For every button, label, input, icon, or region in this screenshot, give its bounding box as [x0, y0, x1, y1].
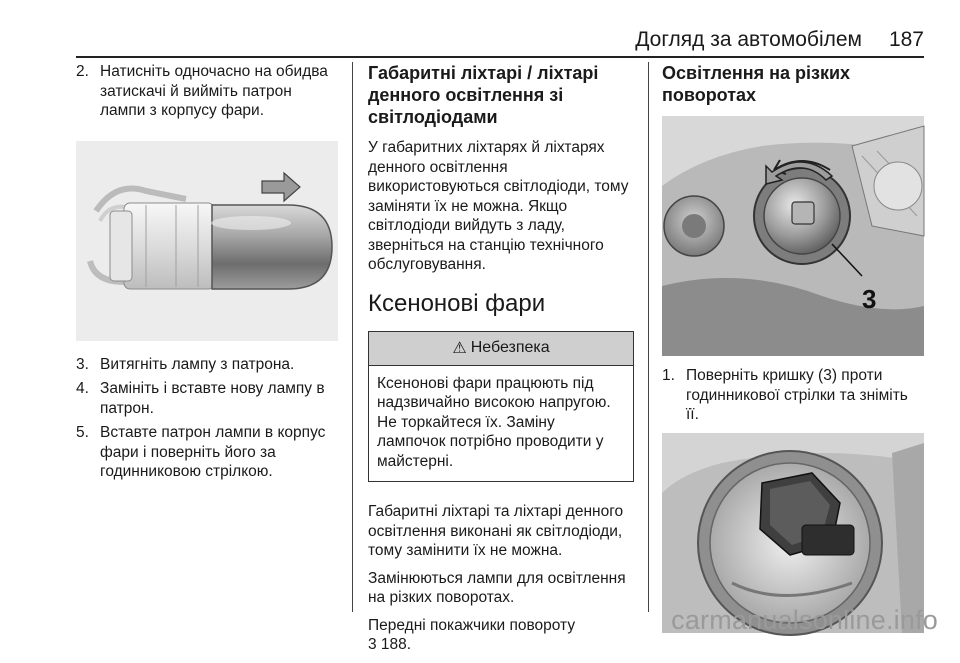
step-number: 3.: [76, 355, 89, 373]
section-title: Ксенонові фари: [368, 289, 546, 317]
warning-title: Небезпека: [470, 339, 550, 356]
column-1: [76, 62, 338, 487]
bulb-holder-illustration: [662, 433, 924, 633]
section-heading: Габаритні ліхтарі / ліхтарі денного освітлення зі світлодіодами: [368, 63, 599, 127]
step-item: [76, 379, 338, 418]
step-text: Замініть і вставте нову лампу в патрон.: [100, 380, 325, 417]
section-title: Догляд за автомобілем: [635, 28, 862, 51]
warning-box: [368, 331, 634, 483]
holder-illustration-svg: [662, 433, 924, 633]
watermark-text: carmanualsonline.info: [671, 605, 938, 635]
column-2: [368, 62, 634, 663]
cover-illustration-svg: [662, 116, 924, 356]
step-item: [76, 62, 338, 121]
headlamp-cover-illustration: [662, 116, 924, 356]
callout-label: 3: [862, 284, 877, 314]
paragraph: Габаритні ліхтарі та ліхтарі денного освітлення виконані як світлодіоди, тому замінити їх не можна.: [368, 503, 624, 559]
page-number: 187: [888, 28, 924, 51]
step-text: Натисніть одночасно на обидва затискачі й вийміть патрон лампи з корпусу фари.: [100, 63, 328, 119]
cross-reference-text: Передні покажчики повороту: [368, 616, 576, 634]
page-header: [76, 28, 924, 54]
step-number: 4.: [76, 380, 89, 397]
step-text: Поверніть кришку (3) проти годинникової стрілки та зніміть її.: [686, 367, 908, 423]
column-3: [662, 62, 924, 633]
bulb-socket-illustration: [76, 141, 338, 341]
column-divider: [352, 62, 353, 612]
page-reference-link[interactable]: 3 188.: [368, 636, 412, 653]
step-number: 2.: [76, 63, 89, 80]
step-number: 1.: [662, 367, 675, 384]
step-number: 5.: [76, 424, 89, 441]
warning-icon: ⚠: [452, 340, 467, 357]
paragraph: [368, 616, 634, 655]
paragraph: У габаритних ліхтарях й ліхтарях денного освітлення використовуються світлодіоди, тому заміняти їх не можна. Якщо світлодіоди вийдуть з ладу, зверніться на станцію технічного обслуговування.: [368, 139, 629, 273]
step-text: Витягніть лампу з патрона.: [100, 355, 295, 373]
warning-text: Ксенонові фари працюють під надзвичайно високою напругою. Не торкайтеся їх. Заміну лампочок потрібно проводити у майстерні.: [377, 374, 611, 470]
section-heading: Освітлення на різких поворотах: [662, 63, 851, 105]
step-item: [662, 366, 924, 425]
bulb-illustration-svg: [76, 141, 338, 341]
header-rule: [76, 56, 924, 58]
step-item: [76, 355, 338, 375]
step-item: [76, 423, 338, 482]
step-text: Вставте патрон лампи в корпус фари і поверніть його за годинниковою стрілкою.: [100, 424, 326, 480]
column-divider: [648, 62, 649, 612]
warning-header: [369, 332, 633, 366]
paragraph: Замінюються лампи для освітлення на різких поворотах.: [368, 569, 626, 606]
